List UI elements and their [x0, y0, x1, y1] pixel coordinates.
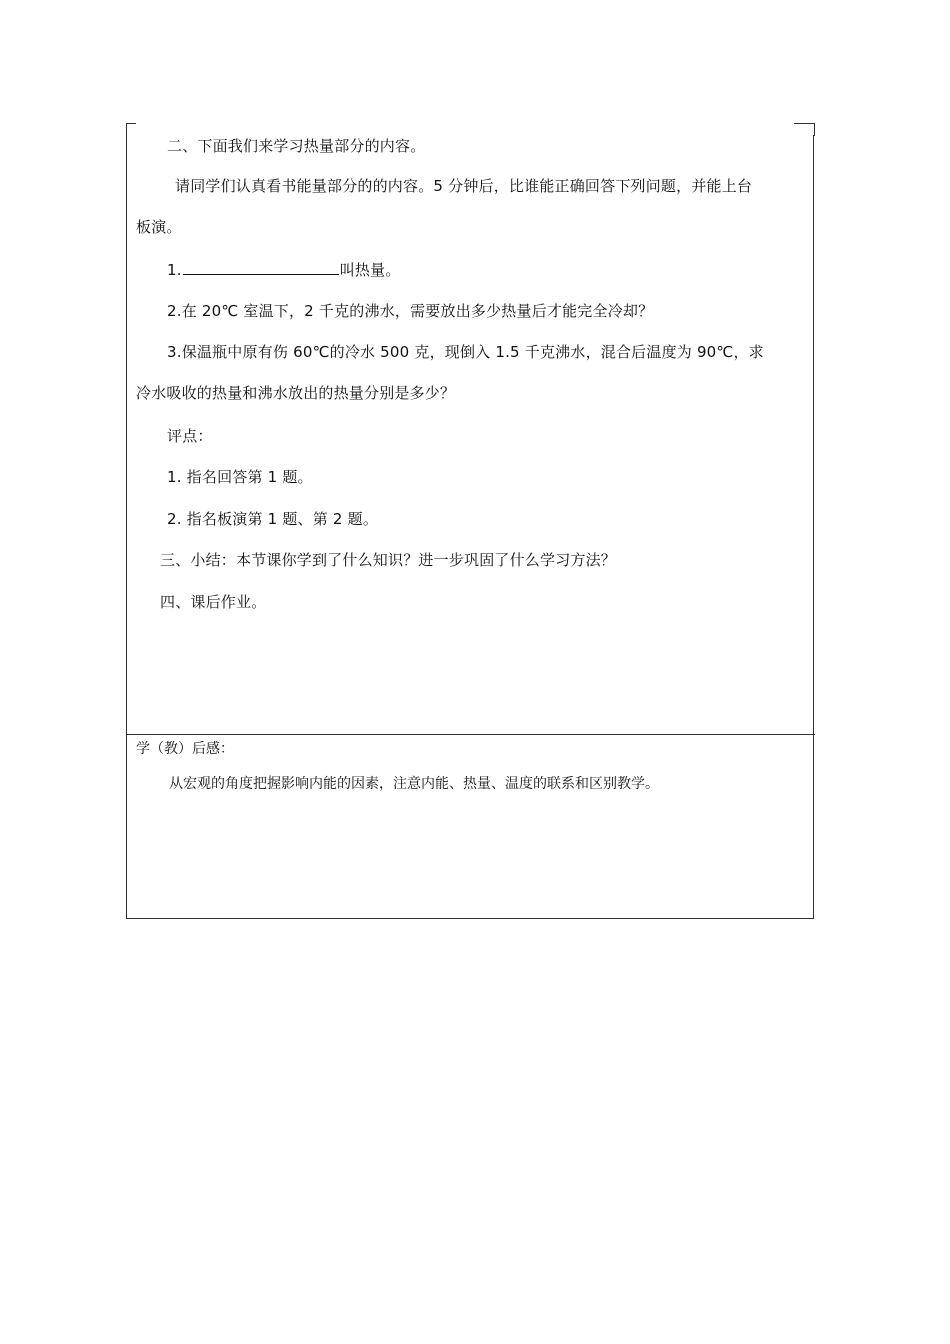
review-item-1: 1. 指名回答第 1 题。: [167, 468, 313, 486]
reflection-title: 学（教）后感：: [136, 741, 234, 757]
corner-tick: [126, 123, 136, 124]
corner-tick: [794, 123, 815, 124]
reflection-body: 从宏观的角度把握影响内能的因素，注意内能、热量、温度的联系和区别教学。: [169, 776, 659, 792]
section2-intro-line2: 板演。: [136, 218, 182, 236]
section2-intro-line1: 请同学们认真看书能量部分的的内容。5 分钟后，比谁能正确回答下列问题，并能上台: [175, 177, 753, 195]
corner-tick: [814, 123, 815, 136]
review-item-2: 2. 指名板演第 1 题、第 2 题。: [167, 510, 379, 528]
fill-in-blank[interactable]: [183, 260, 339, 275]
section2-heading: 二、下面我们来学习热量部分的内容。: [167, 137, 426, 155]
section4-homework: 四、课后作业。: [160, 593, 267, 611]
question-3-line1: 3.保温瓶中原有伤 60℃的冷水 500 克，现倒入 1.5 千克沸水，混合后温度为 90℃，求: [167, 343, 764, 361]
question-1-prefix: 1.: [167, 261, 182, 279]
review-label: 评点：: [167, 427, 213, 445]
question-1-suffix: 叫热量。: [339, 261, 401, 279]
question-1: [167, 260, 401, 280]
question-2: 2.在 20℃ 室温下，2 千克的沸水，需要放出多少热量后才能完全冷却？: [167, 302, 654, 320]
section3-summary: 三、小结：本节课你学到了什么知识？进一步巩固了什么学习方法？: [160, 551, 617, 569]
question-3-line2: 冷水吸收的热量和沸水放出的热量分别是多少？: [136, 384, 456, 402]
table-divider: [126, 734, 815, 735]
